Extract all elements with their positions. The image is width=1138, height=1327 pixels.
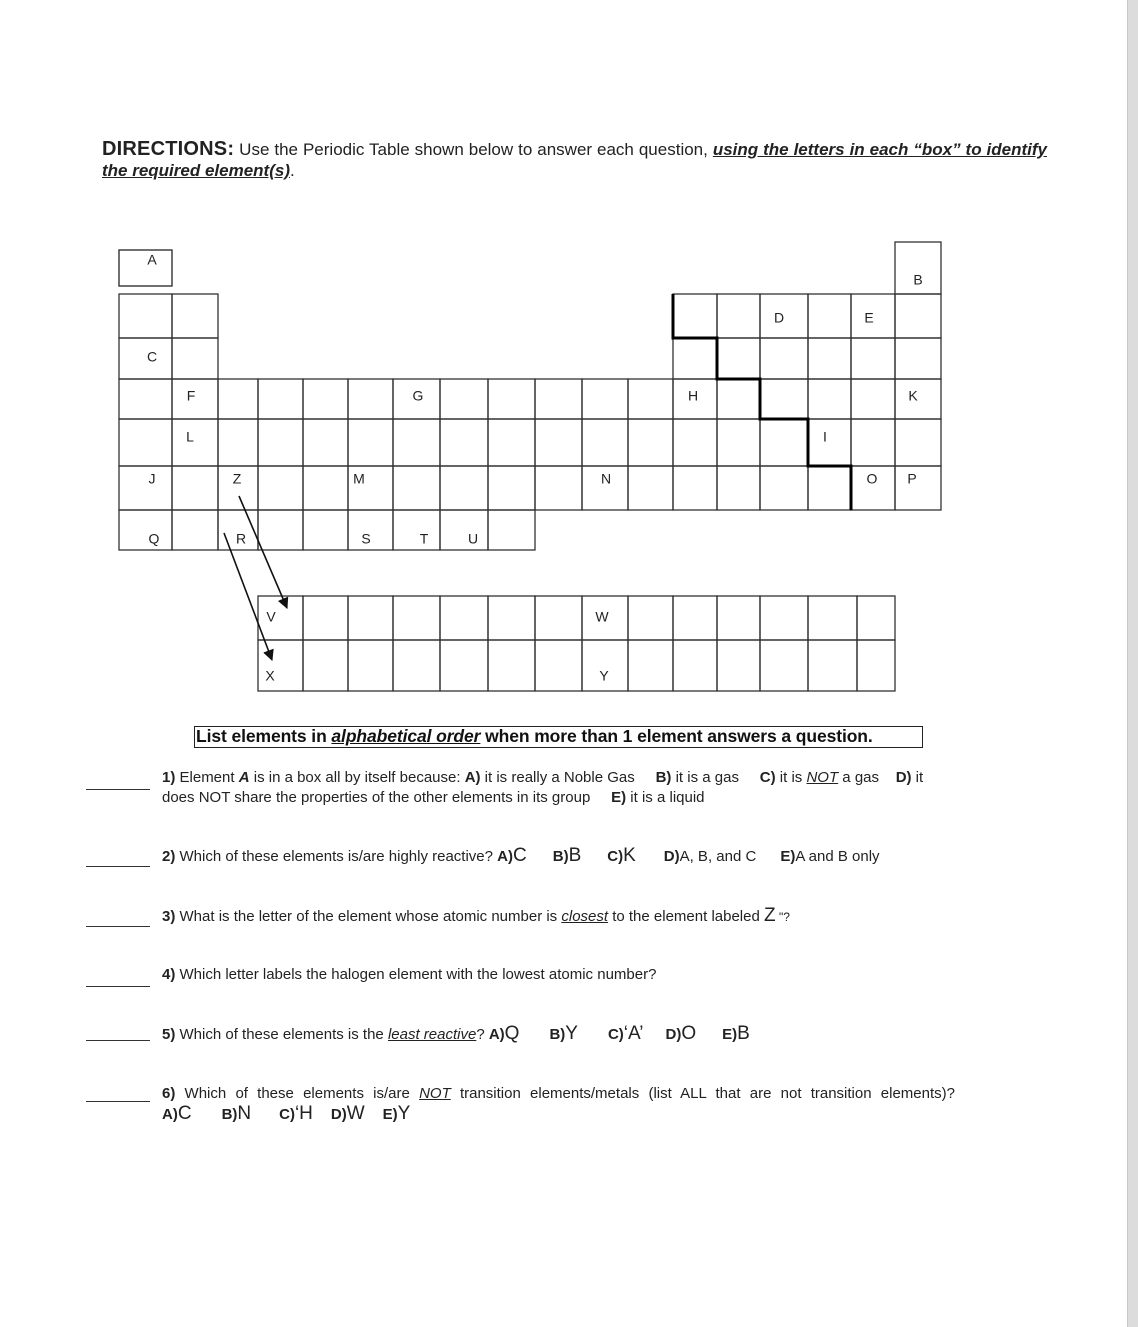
- table-cell: [488, 510, 535, 550]
- f-block-cell: [760, 640, 808, 691]
- table-cell: [628, 419, 673, 466]
- table-cell: [582, 419, 628, 466]
- option-text: N: [237, 1103, 252, 1124]
- table-cell: [851, 338, 895, 379]
- table-cell: [717, 419, 760, 466]
- element-label-t: T: [419, 530, 429, 547]
- f-block-cell: [628, 640, 673, 691]
- table-cell: [348, 419, 393, 466]
- question-text: Element: [175, 769, 239, 786]
- table-cell: [717, 338, 760, 379]
- f-block-cell: [393, 596, 440, 640]
- table-cell: [808, 466, 851, 510]
- element-label-v: V: [266, 608, 276, 625]
- directions-lead: DIRECTIONS:: [102, 138, 235, 160]
- table-cell: [303, 466, 348, 510]
- table-cell: [851, 419, 895, 466]
- table-cell: [808, 338, 851, 379]
- directions-text: Use the Periodic Table shown below to answer each question,: [234, 140, 713, 159]
- directions-end: .: [290, 161, 295, 180]
- element-label-n: N: [600, 470, 612, 487]
- option-text: C: [177, 1103, 192, 1124]
- table-cell: [673, 466, 717, 510]
- table-cell: [440, 466, 488, 510]
- f-block-cell: [673, 640, 717, 691]
- question-number: 1): [162, 769, 176, 786]
- element-label-z: Z: [232, 470, 242, 487]
- option-text: a gas: [838, 769, 880, 786]
- table-cell: [258, 510, 303, 550]
- table-cell: [535, 466, 582, 510]
- answer-blank-1[interactable]: [86, 789, 150, 790]
- table-cell: [303, 419, 348, 466]
- element-label-l: L: [186, 428, 194, 445]
- option-key: E): [722, 1026, 738, 1043]
- answer-blank-4[interactable]: [86, 986, 150, 987]
- table-cell: [808, 294, 851, 338]
- table-cell: [119, 294, 172, 338]
- question-emphasis: least reactive: [387, 1026, 477, 1043]
- table-cell: [717, 379, 760, 419]
- table-cell: [488, 466, 535, 510]
- element-label-k: K: [908, 387, 918, 404]
- element-label-c: C: [146, 348, 158, 365]
- option-text: A and B only: [795, 848, 880, 865]
- element-label-b: B: [913, 271, 923, 288]
- f-block-cell: [628, 596, 673, 640]
- option-key: E): [611, 789, 627, 806]
- question-text: is in a box all by itself because:: [249, 769, 465, 786]
- directions-emphasis: using the letters in each “box” to identify the required element(s): [102, 140, 1047, 180]
- element-label-d: D: [773, 309, 785, 326]
- table-cell: [172, 510, 218, 550]
- table-cell: [119, 466, 172, 510]
- table-cell: [760, 379, 808, 419]
- question-number: 3): [162, 908, 176, 925]
- table-cell: [348, 379, 393, 419]
- table-cell: [218, 419, 258, 466]
- element-label-m: M: [353, 470, 365, 487]
- isolated-cell-a: [119, 250, 172, 286]
- instruction-text-end: when more than 1 element answers a question.: [480, 726, 873, 746]
- table-cell: [808, 379, 851, 419]
- question-text: Which of these elements is/are highly reactive?: [175, 848, 493, 865]
- table-cell: [393, 466, 440, 510]
- question-6: [162, 1084, 955, 1125]
- option-key: A): [464, 769, 481, 786]
- table-cell: [535, 419, 582, 466]
- answer-blank-6[interactable]: [86, 1101, 150, 1102]
- option-text: K: [623, 845, 636, 866]
- option-key: C): [759, 769, 776, 786]
- f-block-cell: [857, 596, 895, 640]
- table-cell: [851, 379, 895, 419]
- element-a-ref: A: [238, 769, 250, 786]
- table-cell: [628, 379, 673, 419]
- table-cell: [760, 466, 808, 510]
- option-key: D): [665, 1026, 682, 1043]
- table-cell: [895, 466, 941, 510]
- table-cell: [393, 419, 440, 466]
- table-cell: [717, 466, 760, 510]
- element-label-i: I: [823, 428, 827, 445]
- option-key: B): [549, 1026, 566, 1043]
- f-block-cell: [488, 640, 535, 691]
- f-block-cell: [348, 596, 393, 640]
- table-cell: [895, 379, 941, 419]
- question-5: [162, 1024, 957, 1045]
- f-block-cell: [348, 640, 393, 691]
- option-emphasis: NOT: [806, 769, 839, 786]
- option-key: A): [497, 848, 513, 865]
- option-key: E): [382, 1106, 398, 1123]
- option-text: Y: [565, 1023, 578, 1044]
- element-label-e: E: [864, 309, 874, 326]
- f-block-cell: [535, 596, 582, 640]
- table-cell: [218, 379, 258, 419]
- element-label-g: G: [412, 387, 424, 404]
- table-cell: [172, 338, 218, 379]
- table-cell: [895, 294, 941, 338]
- option-key: D): [663, 848, 680, 865]
- instruction-text: List elements in: [196, 726, 332, 746]
- f-block-cell: [303, 640, 348, 691]
- metalloid-staircase-line: [673, 294, 851, 510]
- option-text: O: [681, 1023, 697, 1044]
- option-text: B: [737, 1023, 750, 1044]
- element-label-r: R: [235, 530, 247, 547]
- question-3: [162, 906, 957, 927]
- question-number: 4): [162, 966, 176, 983]
- f-block-cell: [808, 596, 857, 640]
- option-text: it is really a Noble Gas: [480, 769, 635, 786]
- table-cell: [895, 419, 941, 466]
- table-cell: [393, 510, 440, 550]
- option-text: it is a gas: [671, 769, 739, 786]
- f-block-cell: [535, 640, 582, 691]
- f-block-cell: [717, 596, 760, 640]
- table-cell: [760, 419, 808, 466]
- instruction-emphasis: alphabetical order: [331, 726, 481, 746]
- option-text: B: [568, 845, 582, 866]
- option-text: it does NOT share the properties of the other elements in its group: [162, 769, 924, 806]
- option-text: C: [513, 845, 527, 866]
- table-cell: [760, 338, 808, 379]
- option-key: A): [162, 1106, 178, 1123]
- table-cell: [535, 379, 582, 419]
- option-key: A): [488, 1026, 505, 1043]
- option-key: C): [607, 848, 624, 865]
- table-cell: [488, 419, 535, 466]
- element-label-x: X: [265, 667, 275, 684]
- question-text: Which of these elements is the: [175, 1026, 388, 1043]
- f-block-cell: [440, 596, 488, 640]
- element-label-j: J: [148, 470, 156, 487]
- option-key: B): [655, 769, 672, 786]
- question-1: [162, 768, 957, 808]
- option-key: D): [330, 1106, 347, 1123]
- question-text: transition elements/metals (list ALL that are not transition elements)?: [450, 1085, 955, 1102]
- table-cell: [717, 294, 760, 338]
- answer-blank-2[interactable]: [86, 866, 150, 867]
- table-cell: [172, 419, 218, 466]
- table-cell: [673, 294, 717, 338]
- question-number: 5): [162, 1026, 176, 1043]
- element-label-o: O: [866, 470, 878, 487]
- table-cell: [440, 510, 488, 550]
- question-text: ?: [476, 1026, 485, 1043]
- f-block-cell: [393, 640, 440, 691]
- question-number: 2): [162, 848, 176, 865]
- table-cell: [808, 419, 851, 466]
- f-block-cell: [488, 596, 535, 640]
- f-block-cell: [258, 596, 303, 640]
- f-block-cell: [673, 596, 717, 640]
- option-key: C): [607, 1026, 624, 1043]
- element-label-q: Q: [148, 530, 160, 547]
- table-cell: [440, 419, 488, 466]
- table-cell: [258, 466, 303, 510]
- instruction-box: [194, 726, 923, 748]
- table-cell: [895, 338, 941, 379]
- table-cell: [119, 338, 172, 379]
- table-cell: [582, 379, 628, 419]
- option-key: B): [221, 1106, 238, 1123]
- table-cell: [488, 379, 535, 419]
- table-cell: [258, 419, 303, 466]
- table-cell: [258, 379, 303, 419]
- table-cell: [673, 338, 717, 379]
- question-number: 6): [162, 1085, 176, 1102]
- question-text: Which letter labels the halogen element with the lowest atomic number?: [175, 966, 657, 983]
- f-block-cell: [303, 596, 348, 640]
- element-label-h: H: [687, 387, 699, 404]
- element-label-y: Y: [599, 667, 609, 684]
- option-text: it is a liquid: [626, 789, 705, 806]
- f-block-cell: [760, 596, 808, 640]
- table-cell: [628, 466, 673, 510]
- option-text: Q: [504, 1023, 520, 1044]
- option-key: E): [780, 848, 796, 865]
- question-text: What is the letter of the element whose atomic number is: [175, 908, 562, 925]
- table-cell: [673, 419, 717, 466]
- element-label-p: P: [907, 470, 917, 487]
- element-label-f: F: [186, 387, 196, 404]
- table-cell: [119, 419, 172, 466]
- table-cell: [119, 379, 172, 419]
- element-label-u: U: [467, 530, 479, 547]
- f-block-cell: [440, 640, 488, 691]
- option-text: W: [346, 1103, 365, 1124]
- f-block-cell: [808, 640, 857, 691]
- option-text: Y: [397, 1103, 411, 1124]
- question-text: Which of these elements is/are: [175, 1085, 420, 1102]
- table-cell: [303, 510, 348, 550]
- element-label-s: S: [361, 530, 371, 547]
- option-text: ‘A’: [623, 1023, 644, 1044]
- option-key: B): [552, 848, 569, 865]
- element-label-a: A: [147, 251, 157, 268]
- question-text-end: "?: [775, 910, 790, 924]
- table-cell: [303, 379, 348, 419]
- question-emphasis: NOT: [419, 1085, 451, 1102]
- question-emphasis: closest: [561, 908, 609, 925]
- f-block-cell: [857, 640, 895, 691]
- option-text: A, B, and C: [679, 848, 757, 865]
- element-z-ref: Z: [764, 905, 776, 926]
- question-2: [162, 846, 1022, 867]
- option-text: it is: [775, 769, 807, 786]
- table-cell: [172, 466, 218, 510]
- answer-blank-3[interactable]: [86, 926, 150, 927]
- f-block-cell: [717, 640, 760, 691]
- table-cell: [440, 379, 488, 419]
- option-text: ‘H: [294, 1103, 313, 1124]
- option-key: D): [895, 769, 912, 786]
- question-text: to the element labeled: [608, 908, 764, 925]
- table-cell: [172, 294, 218, 338]
- element-label-w: W: [595, 608, 609, 625]
- table-cell: [119, 510, 172, 550]
- option-key: C): [279, 1106, 295, 1123]
- question-4: [162, 965, 957, 985]
- answer-blank-5[interactable]: [86, 1040, 150, 1041]
